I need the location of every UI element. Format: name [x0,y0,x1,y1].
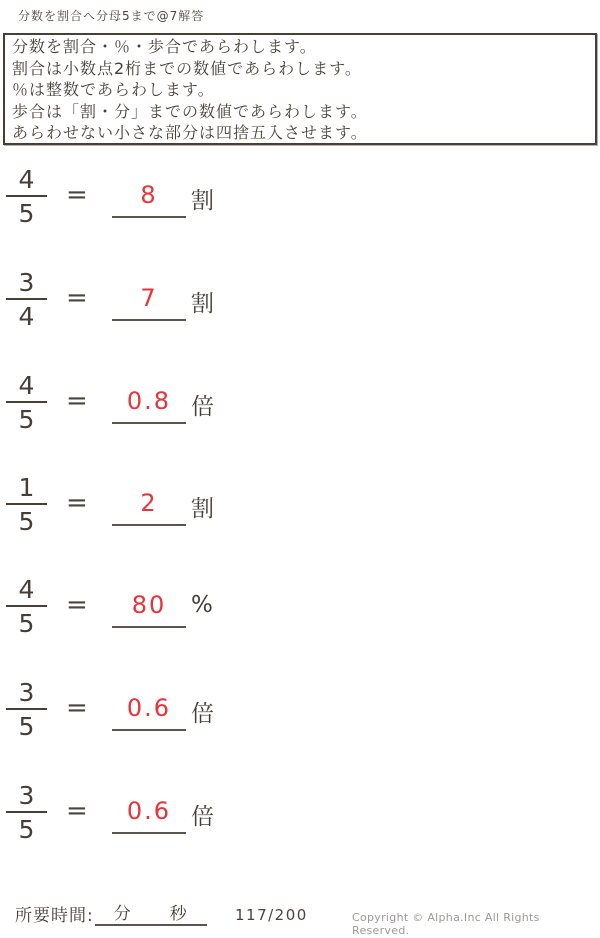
fraction-numerator: 4 [18,371,35,400]
seconds-label: 秒 [169,904,188,924]
answer-blank [112,279,186,321]
answer-value: 0.8 [126,387,172,415]
answer-blank [112,484,186,526]
fraction-denominator: 5 [18,199,35,228]
answer-value: 0.6 [126,694,172,722]
fraction [6,570,47,642]
fraction-numerator: 4 [18,165,35,194]
fraction-denominator: 5 [18,712,35,741]
answer-blank [112,792,186,834]
answer-value: 0.6 [126,797,172,825]
equals-sign: = [66,693,88,723]
equals-sign: = [66,386,88,416]
answer-blank [112,586,186,628]
equals-sign: = [66,590,88,620]
fraction [6,673,47,745]
problem-row [0,776,600,868]
answer-blank [112,176,186,218]
instruction-line: 割合は小数点2桁までの数値であらわします。 [12,58,362,78]
answer-blank [112,382,186,424]
unit-label: 倍 [191,804,214,830]
equals-sign: = [66,796,88,826]
fraction-denominator: 5 [18,507,35,536]
unit-label: 割 [191,291,214,317]
unit-label: % [191,592,213,618]
unit-label: 割 [191,188,214,214]
fraction [6,366,47,438]
problem-row [0,160,600,252]
fraction [6,160,47,232]
fraction-denominator: 5 [18,609,35,638]
fraction-numerator: 3 [18,268,35,297]
answer-value: 80 [131,591,167,619]
fraction-numerator: 4 [18,575,35,604]
equals-sign: = [66,488,88,518]
copyright-notice: Copyright © Alpha.Inc All Rights Reserved. [352,911,540,937]
instruction-line: 分数を割合・％・歩合であらわします。 [12,37,317,56]
instruction-line: ％は整数であらわします。 [12,80,215,100]
instruction-line: あらわせない小さな部分は四捨五入させます。 [12,123,368,143]
instruction-box [3,33,597,145]
fraction-numerator: 3 [18,781,35,810]
time-blank-underline [95,902,207,926]
instruction-line: 歩合は「割・分」までの数値であらわします。 [12,101,368,121]
problem-row [0,263,600,355]
time-required-label: 所要時間: [15,906,94,926]
fraction [6,263,47,335]
unit-label: 倍 [191,394,214,420]
problem-row [0,366,600,458]
unit-label: 割 [191,496,214,522]
page-number: 117/200 [235,906,308,924]
answer-value: 8 [140,181,158,209]
problem-row [0,468,600,560]
minutes-label: 分 [113,904,132,924]
fraction-denominator: 4 [18,302,35,331]
answer-value: 7 [140,284,158,312]
fraction-numerator: 1 [18,473,35,502]
time-required-field [15,901,207,926]
equals-sign: = [66,180,88,210]
problem-row [0,570,600,662]
answer-value: 2 [140,489,158,517]
page-title: 分数を割合へ分母5まで@7解答 [18,9,205,23]
problem-row [0,673,600,765]
fraction [6,776,47,848]
answer-blank [112,689,186,731]
equals-sign: = [66,283,88,313]
fraction-denominator: 5 [18,405,35,434]
fraction [6,468,47,540]
fraction-numerator: 3 [18,678,35,707]
fraction-denominator: 5 [18,815,35,844]
unit-label: 倍 [191,701,214,727]
